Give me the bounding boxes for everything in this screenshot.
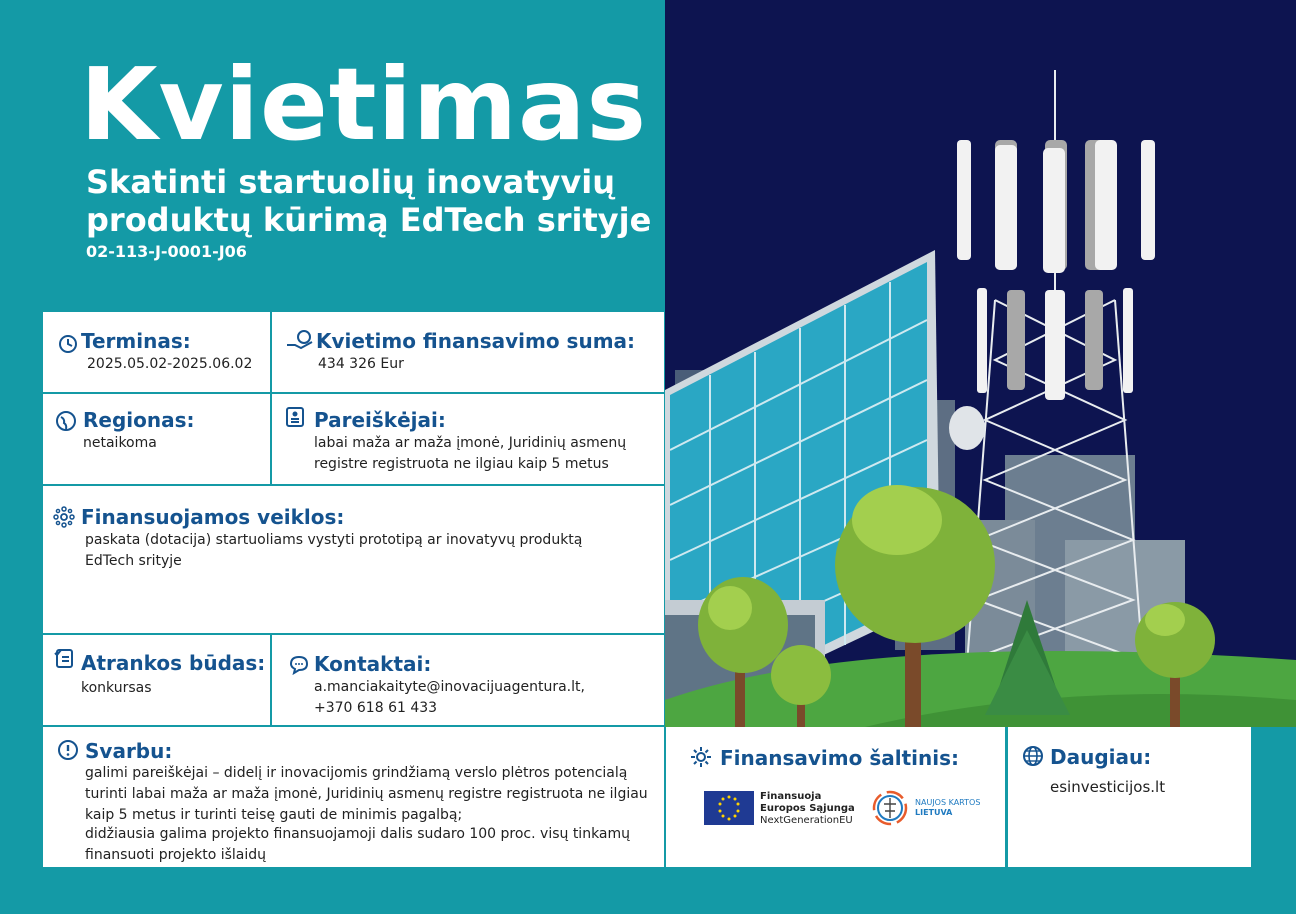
- cell-terminas: [43, 312, 270, 392]
- eu-line1: Finansuoja: [760, 791, 822, 802]
- svarbu-line1: galimi pareiškėjai – didelį ir inovacijomis grindžiamą verslo plėtros potencialą turinti labai maža ar maža įmonė, Juridinių asmenų registre registruota ne ilgiau kaip 5 metus ir turinti teisę gauti de minimis pagalbą;: [85, 765, 648, 823]
- cell-daugiau: [1008, 727, 1251, 867]
- veiklos-value: paskata (dotacija) startuoliams vystyti prototipą ar inovatyvų produktą EdTech srityje: [85, 532, 583, 569]
- activities-icon: [53, 506, 75, 528]
- clock-icon: [57, 332, 79, 354]
- eu-line3: NextGenerationEU: [760, 815, 853, 826]
- cell-veiklos: [43, 486, 664, 633]
- cell-saltinis: [666, 727, 1005, 867]
- kontaktai-email[interactable]: a.manciakaityte@inovacijuagentura.lt,: [314, 679, 585, 695]
- checklist-icon: [53, 647, 75, 669]
- page-title: Kvietimas: [80, 46, 648, 163]
- daugiau-label: Daugiau:: [1050, 745, 1152, 769]
- funding-icon: [690, 746, 712, 768]
- page-subtitle: Skatinti startuolių inovatyvių produktų kūrimą EdTech srityje: [86, 163, 652, 239]
- chat-icon: [288, 654, 310, 676]
- atranka-label: Atrankos būdas:: [81, 651, 266, 675]
- pareiskejai-label: Pareiškėjai:: [314, 408, 446, 432]
- suma-value: 434 326 Eur: [318, 356, 404, 372]
- veiklos-label: Finansuojamos veiklos:: [81, 505, 345, 529]
- alert-icon: [57, 739, 79, 761]
- svarbu-line2: didžiausia galima projekto finansuojamoji dalis sudaro 100 proc. visų tinkamų finansuoti projekto išlaidų: [85, 826, 631, 863]
- kontaktai-label: Kontaktai:: [314, 652, 432, 676]
- saltinis-label: Finansavimo šaltinis:: [720, 746, 959, 770]
- cell-suma: [272, 312, 664, 392]
- applicants-icon: [284, 406, 306, 428]
- kontaktai-phone[interactable]: +370 618 61 433: [314, 700, 438, 716]
- atranka-value: konkursas: [81, 680, 152, 696]
- svarbu-label: Svarbu:: [85, 739, 173, 763]
- eu-line2: Europos Sąjunga: [760, 803, 855, 814]
- suma-label: Kvietimo finansavimo suma:: [316, 329, 636, 353]
- pareiskejai-value: labai maža ar maža įmonė, Juridinių asmenų registre registruota ne ilgiau kaip 5 metus: [314, 435, 627, 472]
- nk-line2: LIETUVA: [915, 808, 953, 817]
- cell-pareiskejai: [272, 394, 664, 484]
- globe-icon: [55, 410, 77, 432]
- terminas-label: Terminas:: [81, 329, 191, 353]
- naujos-kartos-logo-icon: [871, 789, 909, 827]
- regionas-value: netaikoma: [83, 435, 157, 451]
- daugiau-link[interactable]: esinvesticijos.lt: [1050, 778, 1166, 796]
- money-hand-icon: [286, 330, 314, 352]
- solar-tower-illustration: [665, 0, 1296, 727]
- nk-line1: NAUJOS KARTOS: [915, 798, 981, 807]
- web-icon: [1022, 745, 1044, 767]
- regionas-label: Regionas:: [83, 408, 195, 432]
- cell-kontaktai: [272, 635, 664, 725]
- call-code: 02-113-J-0001-J06: [86, 242, 247, 261]
- terminas-value: 2025.05.02-2025.06.02: [87, 356, 253, 372]
- cell-svarbu: [43, 727, 664, 867]
- cell-regionas: [43, 394, 270, 484]
- cell-atranka: [43, 635, 270, 725]
- eu-flag-icon: [704, 791, 754, 825]
